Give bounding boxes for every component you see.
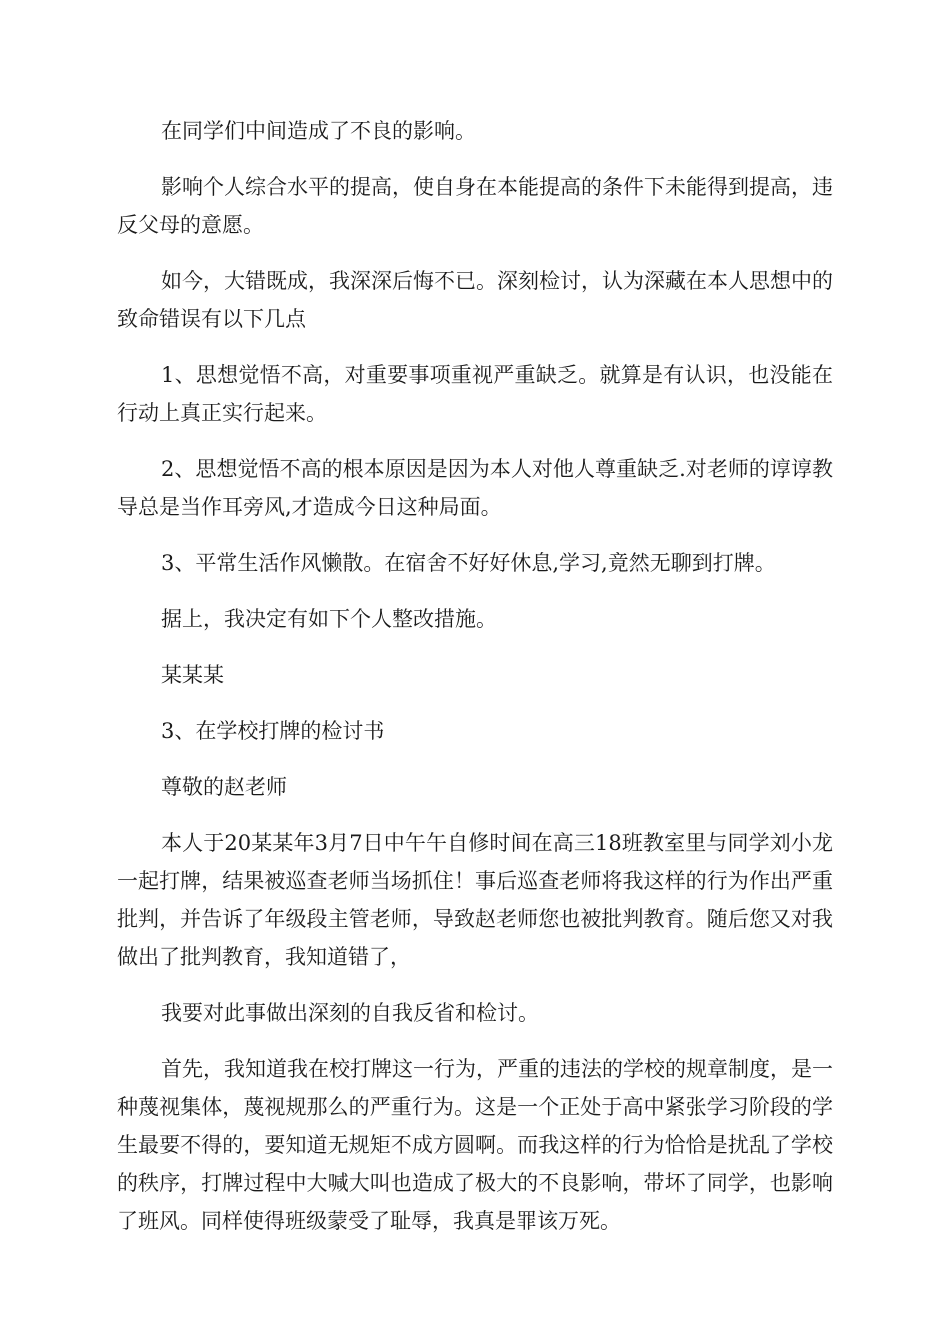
paragraph: 2、思想觉悟不高的根本原因是因为本人对他人尊重缺乏.对老师的谆谆教导总是当作耳旁风,才造成今日这种局面。: [117, 457, 833, 519]
paragraph: 影响个人综合水平的提高，使自身在本能提高的条件下未能得到提高，违反父母的意愿。: [117, 175, 833, 237]
paragraph: 本人于20某某年3月7日中午午自修时间在高三18班教室里与同学刘小龙一起打牌，结果被巡查老师当场抓住！事后巡查老师将我这样的行为作出严重批判，并告诉了年级段主管老师，导致赵老师您也被批判教育。随后您又对我做出了批判教育，我知道错了，: [117, 831, 833, 969]
paragraph: 据上，我决定有如下个人整改措施。: [161, 607, 497, 631]
paragraph: 首先，我知道我在校打牌这一行为，严重的违法的学校的规章制度，是一种蔑视集体，蔑视规那么的严重行为。这是一个正处于高中紧张学习阶段的学生最要不得的，要知道无规矩不成方圆啊。而我这样的行为恰恰是扰乱了学校的秩序，打牌过程中大喊大叫也造成了极大的不良影响，带坏了同学，也影响了班风。同样使得班级蒙受了耻辱，我真是罪该万死。: [117, 1057, 833, 1233]
salutation: 尊敬的赵老师: [161, 775, 287, 799]
paragraph: 在同学们中间造成了不良的影响。: [161, 119, 476, 143]
paragraph: 1、思想觉悟不高，对重要事项重视严重缺乏。就算是有认识，也没能在行动上真正实行起来。: [117, 363, 833, 425]
paragraph: 3、平常生活作风懒散。在宿舍不好好休息,学习,竟然无聊到打牌。: [161, 551, 776, 575]
section-heading: 3、在学校打牌的检讨书: [161, 719, 385, 743]
signature-line: 某某某: [161, 663, 224, 687]
paragraph: 如今，大错既成，我深深后悔不已。深刻检讨，认为深藏在本人思想中的致命错误有以下几点: [117, 269, 833, 331]
document-body: [117, 112, 833, 1258]
paragraph: 我要对此事做出深刻的自我反省和检讨。: [161, 1001, 539, 1025]
